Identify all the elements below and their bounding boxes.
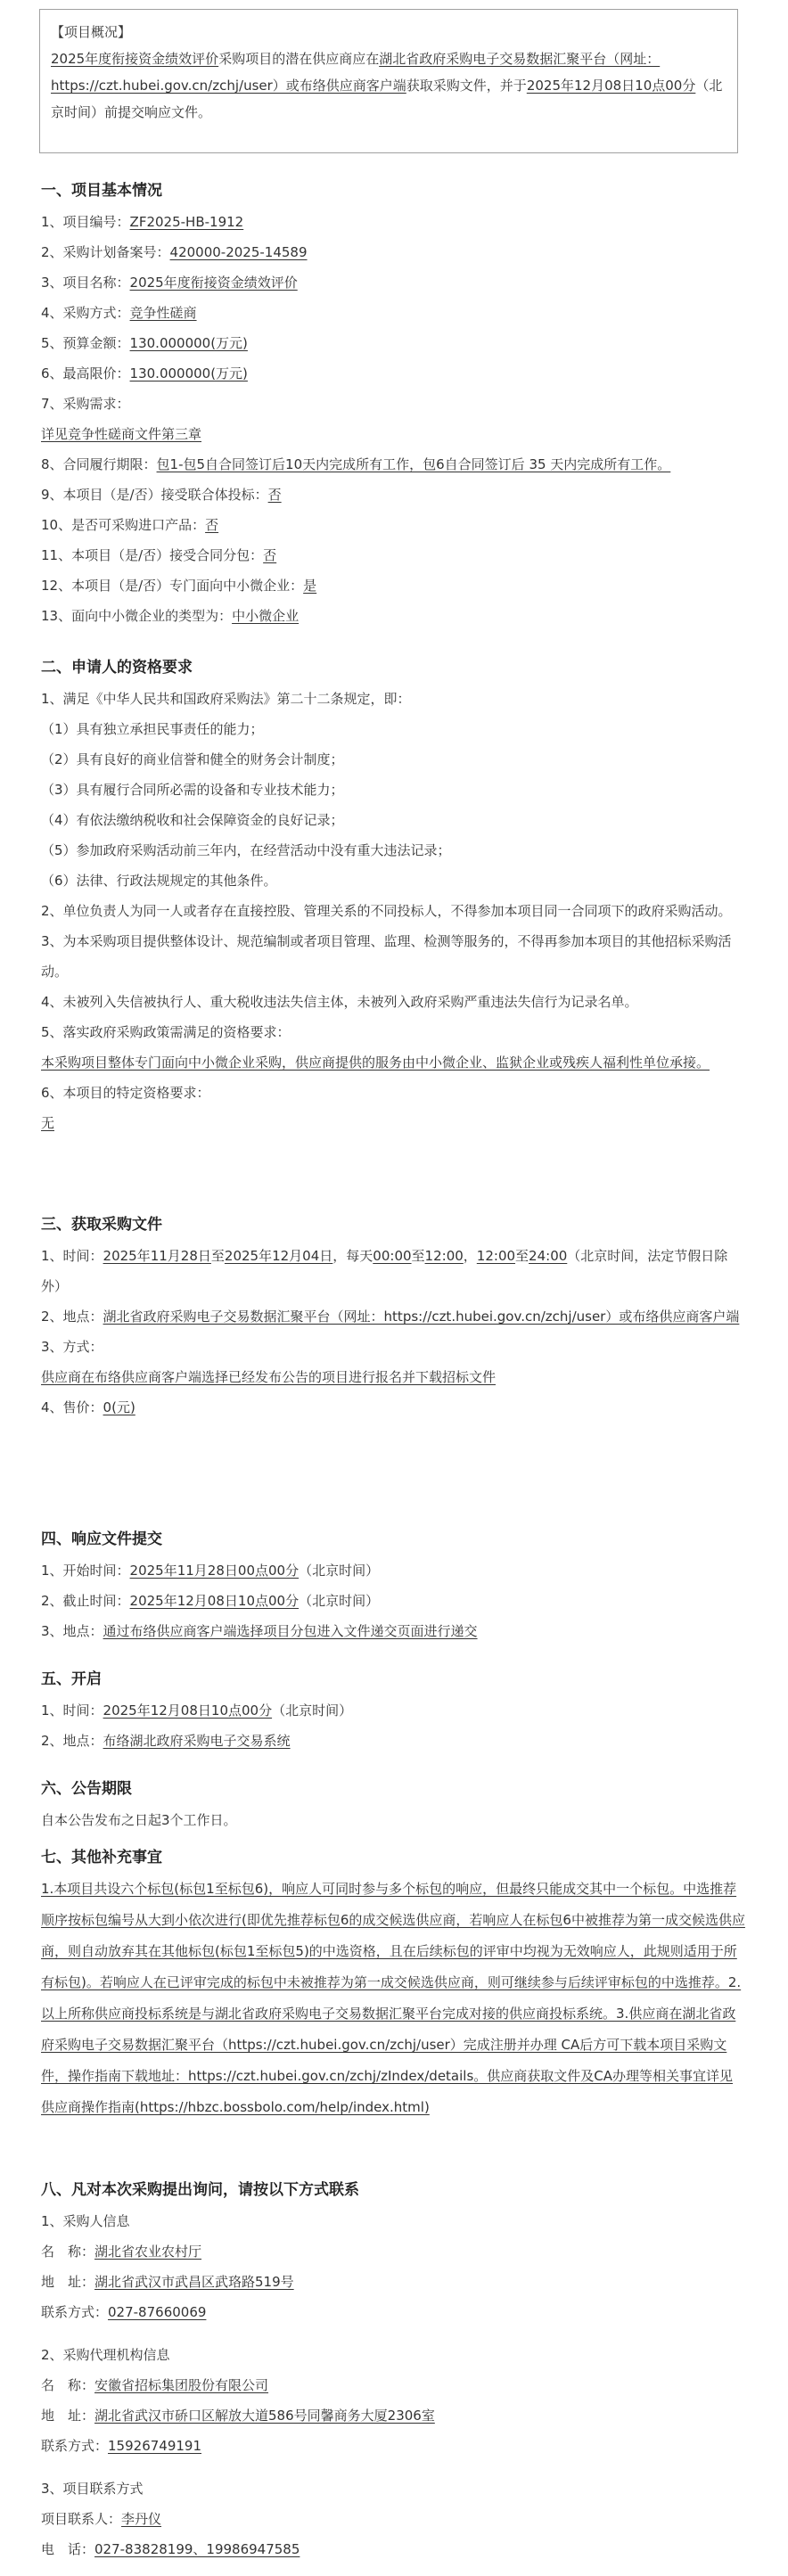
section-get-documents: [41, 1212, 745, 1423]
text-row: [41, 2431, 745, 2461]
label-text: 至: [411, 1248, 425, 1264]
text-row: [41, 1874, 745, 2123]
value-text: 12:00: [424, 1248, 464, 1264]
section-qualifications: [41, 655, 745, 1138]
value-text: 供应商在布络供应商客户端选择已经发布公告的项目进行报名并下载招标文件: [41, 1369, 497, 1385]
label-text: 12、本项目（是/否）专门面向中小微企业：: [41, 578, 304, 594]
label-text: ，每天: [332, 1248, 373, 1264]
text-row: [41, 1241, 745, 1301]
label-text: （北京时间）: [299, 1563, 380, 1579]
overview-part: 湖北省政府采购电子交易数据汇聚平台（网址：https://czt.hubei.gov.cn/zchj/user）或布络供应商客户端: [51, 51, 661, 94]
value-text: 竞争性磋商: [129, 305, 197, 321]
value-text: 否: [205, 517, 219, 533]
value-text: 15926749191: [108, 2438, 201, 2454]
text-row: [41, 1362, 745, 1392]
label-text: 名 称：: [41, 2244, 95, 2260]
text-row: [41, 480, 745, 510]
section-title: 五、开启: [41, 1670, 102, 1688]
text-row: [41, 1047, 745, 1078]
label-text: 1、项目编号：: [41, 214, 130, 230]
value-text: 安徽省招标集团股份有限公司: [94, 2377, 269, 2393]
label-text: 2、单位负责人为同一人或者存在直接控股、管理关系的不同投标人，不得参加本项目同一合同项下的政府采购活动。: [41, 903, 732, 919]
text-row: [41, 2534, 745, 2564]
value-text: 否: [263, 547, 277, 563]
label-text: 6、本项目的特定资格要求：: [41, 1085, 210, 1101]
overview-part: 2025年12月08日10点00分: [526, 78, 696, 94]
label-text: 7、采购需求：: [41, 396, 130, 412]
section-title: 七、其他补充事宜: [41, 1849, 162, 1866]
text-row: [41, 987, 745, 1017]
text-row: [41, 207, 745, 237]
label-text: 2、截止时间：: [41, 1593, 130, 1609]
label-text: 3、方式：: [41, 1339, 103, 1355]
label-text: 8、合同履行期限：: [41, 456, 157, 472]
text-row: [41, 2327, 745, 2340]
label-text: 5、预算金额：: [41, 335, 130, 351]
label-text: 3、项目联系方式: [41, 2481, 144, 2497]
label-text: （1）具有独立承担民事责任的能力；: [41, 721, 264, 737]
section-notice-period: [41, 1776, 745, 1835]
label-text: （北京时间）: [272, 1702, 353, 1719]
label-text: 6、最高限价：: [41, 365, 130, 381]
section-basic-info: [41, 178, 745, 631]
text-row: [41, 1017, 745, 1047]
text-row: [41, 1301, 745, 1332]
overview-part: （北京时间）前提交响应文件。: [51, 78, 723, 120]
text-row: [41, 1108, 745, 1138]
label-text: （2）具有良好的商业信誉和健全的财务会计制度；: [41, 751, 344, 767]
text-row: [41, 684, 745, 714]
value-text: 本采购项目整体专门面向中小微企业采购，供应商提供的服务由中小微企业、监狱企业或残疾人福利性单位承接。: [41, 1054, 710, 1071]
section-title: 六、公告期限: [41, 1780, 132, 1798]
text-row: [41, 358, 745, 389]
overview-body: [51, 45, 726, 126]
value-text: ZF2025-HB-1912: [129, 214, 244, 230]
text-row: [41, 1332, 745, 1362]
label-text: 5、落实政府采购政策需满足的资格要求：: [41, 1024, 291, 1040]
value-text: 12:00: [476, 1248, 516, 1264]
text-row: [41, 328, 745, 358]
text-row: [41, 2504, 745, 2534]
value-text: 湖北省政府采购电子交易数据汇聚平台（网址：https://czt.hubei.gov.cn/zchj/user）或布络供应商客户端: [103, 1309, 740, 1325]
text-row: [41, 2370, 745, 2400]
section-submission: [41, 1527, 745, 1646]
label-text: （3）具有履行合同所必需的设备和专业技术能力；: [41, 782, 344, 798]
value-text: 2025年11月28日00点00分: [129, 1563, 300, 1579]
text-row: [41, 570, 745, 601]
project-overview-box: [39, 9, 738, 153]
label-text: 名 称：: [41, 2377, 95, 2393]
value-text: 包1-包5自合同签订后10天内完成所有工作，包6自合同签订后 35 天内完成所有工作。: [156, 456, 671, 472]
label-text: 4、未被列入失信被执行人、重大税收违法失信主体，未被列入政府采购严重违法失信行为记录名单。: [41, 994, 638, 1010]
value-text: 420000-2025-14589: [169, 244, 308, 260]
text-row: [41, 510, 745, 540]
text-row: [41, 2236, 745, 2267]
value-text: 00:00: [373, 1248, 412, 1264]
value-text: 无: [41, 1115, 55, 1131]
text-row: [41, 389, 745, 419]
value-text: 通过布络供应商客户端选择项目分包进入文件递交页面进行递交: [103, 1623, 478, 1639]
text-row: [41, 1586, 745, 1616]
value-text: 湖北省武汉市硚口区解放大道586号同馨商务大厦2306室: [94, 2408, 435, 2424]
section-title: 一、项目基本情况: [41, 182, 162, 200]
section-title: 四、响应文件提交: [41, 1530, 162, 1548]
label-text: 9、本项目（是/否）接受联合体投标：: [41, 487, 268, 503]
label-text: 1、满足《中华人民共和国政府采购法》第二十二条规定，即：: [41, 691, 411, 707]
value-text: 2025年度衔接资金绩效评价: [129, 275, 298, 291]
text-row: [41, 805, 745, 835]
section-opening: [41, 1667, 745, 1756]
text-row: [41, 2461, 745, 2473]
text-row: [41, 419, 745, 449]
label-text: 地 址：: [41, 2408, 95, 2424]
value-text: 2025年12月08日10点00分: [103, 1702, 273, 1719]
value-text: 130.000000(万元): [129, 365, 248, 381]
label-text: 地 址：: [41, 2274, 95, 2290]
value-text: 2025年12月08日10点00分: [129, 1593, 300, 1609]
value-text: 027-87660069: [108, 2304, 207, 2320]
text-row: [41, 714, 745, 744]
label-text: 10、是否可采购进口产品：: [41, 517, 206, 533]
text-row: [41, 1078, 745, 1108]
text-row: [41, 744, 745, 775]
label-text: （北京时间）: [299, 1593, 380, 1609]
section-title: 二、申请人的资格要求: [41, 659, 193, 677]
value-text: 是: [303, 578, 317, 594]
text-row: [41, 1616, 745, 1646]
label-text: 1、开始时间：: [41, 1563, 130, 1579]
text-row: [41, 2267, 745, 2297]
value-text: 湖北省武汉市武昌区武珞路519号: [94, 2274, 294, 2290]
overview-part: 获取采购文件，并于: [406, 78, 527, 94]
text-row: [41, 926, 745, 987]
text-row: [41, 1555, 745, 1586]
label-text: ，: [463, 1248, 477, 1264]
overview-part: 采购项目的潜在供应商应在: [218, 51, 380, 67]
text-row: [41, 775, 745, 805]
label-text: 1、时间：: [41, 1248, 103, 1264]
text-row: [41, 1805, 745, 1835]
text-row: [41, 1726, 745, 1756]
label-text: 3、地点：: [41, 1623, 103, 1639]
value-text: 2025年11月28日: [103, 1248, 211, 1264]
label-text: 11、本项目（是/否）接受合同分包：: [41, 547, 264, 563]
overview-title: 【项目概况】: [51, 24, 132, 40]
text-row: [41, 540, 745, 570]
label-text: 4、采购方式：: [41, 305, 130, 321]
value-text: 湖北省农业农村厅: [94, 2244, 202, 2260]
value-text: 24:00: [529, 1248, 568, 1264]
section-title: 三、获取采购文件: [41, 1216, 162, 1234]
section-other-matters: [41, 1845, 745, 2123]
value-text: 0(元): [103, 1399, 135, 1415]
label-text: 4、售价：: [41, 1399, 103, 1415]
label-text: 项目联系人：: [41, 2511, 122, 2527]
value-text: 李丹仪: [121, 2511, 162, 2527]
text-row: [41, 2297, 745, 2327]
value-text: 1.本项目共设六个标包(标包1至标包6)，响应人可同时参与多个标包的响应，但最终只能成交其中一个标包。中选推荐顺序按标包编号从大到小依次进行(即优先推荐标包6的成交候选供应商，若响应人在标包6中被推荐为第一成交候选供应商，则自动放弃其在其他标包(标包1至标包5)的中选资格，且在后续标包的评审中均视为无效响应人，此规则适用于所有标包)。若响应人在已评审完成的标包中未被推荐为第一成交候选供应商，则可继续参与后续评审标包的中选推荐。2.以上所称供应商投标系统是与湖北省政府采购电子交易数据汇聚平台完成对接的供应商投标系统。3.供应商在湖北省政府采购电子交易数据汇聚平台（https://czt.hubei.gov.cn/zchj/user）完成注册并办理 CA后方可下载本项目采购文件，操作指南下载地址：https://czt.hubei.gov.cn/zchj/zIndex/details。供应商获取文件及CA办理等相关事宜详见供应商操作指南(https://hbzc.bossbolo.com/help/index.html): [41, 1881, 745, 2115]
label-text: 至: [515, 1248, 529, 1264]
label-text: （6）法律、行政法规规定的其他条件。: [41, 873, 277, 889]
value-text: 否: [267, 487, 282, 503]
label-text: 2、采购计划备案号：: [41, 244, 170, 260]
section-title: 八、凡对本次采购提出询问，请按以下方式联系: [41, 2181, 359, 2199]
label-text: 1、时间：: [41, 1702, 103, 1719]
text-row: [41, 835, 745, 866]
label-text: 至: [210, 1248, 225, 1264]
text-row: [41, 298, 745, 328]
text-row: [41, 2206, 745, 2236]
text-row: [41, 237, 745, 267]
value-text: 2025年12月04日: [224, 1248, 333, 1264]
label-text: 3、为本采购项目提供整体设计、规范编制或者项目管理、监理、检测等服务的，不得再参加本项目的其他招标采购活动。: [41, 933, 732, 980]
text-row: [41, 2340, 745, 2370]
text-row: [41, 1392, 745, 1423]
label-text: 自本公告发布之日起3个工作日。: [41, 1812, 237, 1828]
text-row: [41, 267, 745, 298]
text-row: [41, 866, 745, 896]
label-text: 联系方式：: [41, 2438, 109, 2454]
value-text: 布络湖北政府采购电子交易系统: [103, 1733, 291, 1749]
label-text: 电 话：: [41, 2541, 95, 2557]
label-text: 2、地点：: [41, 1733, 103, 1749]
value-text: 130.000000(万元): [129, 335, 248, 351]
text-row: [41, 1695, 745, 1726]
label-text: 1、采购人信息: [41, 2213, 130, 2229]
label-text: （北京时间，法定节假日除外）: [41, 1248, 728, 1294]
text-row: [41, 2400, 745, 2431]
value-text: 详见竞争性磋商文件第三章: [41, 426, 202, 442]
text-row: [41, 449, 745, 480]
text-row: [41, 896, 745, 926]
overview-part: 2025年度衔接资金绩效评价: [51, 51, 219, 67]
label-text: （5）参加政府采购活动前三年内，在经营活动中没有重大违法记录；: [41, 842, 451, 858]
value-text: 中小微企业: [232, 608, 300, 624]
label-text: 2、采购代理机构信息: [41, 2347, 170, 2363]
label-text: 联系方式：: [41, 2304, 109, 2320]
label-text: 13、面向中小微企业的类型为：: [41, 608, 233, 624]
label-text: 3、项目名称：: [41, 275, 130, 291]
text-row: [41, 2473, 745, 2504]
label-text: 2、地点：: [41, 1309, 103, 1325]
text-row: [41, 601, 745, 631]
section-contacts: [41, 2178, 745, 2564]
label-text: （4）有依法缴纳税收和社会保障资金的良好记录；: [41, 812, 344, 828]
value-text: 027-83828199、19986947585: [94, 2541, 300, 2557]
